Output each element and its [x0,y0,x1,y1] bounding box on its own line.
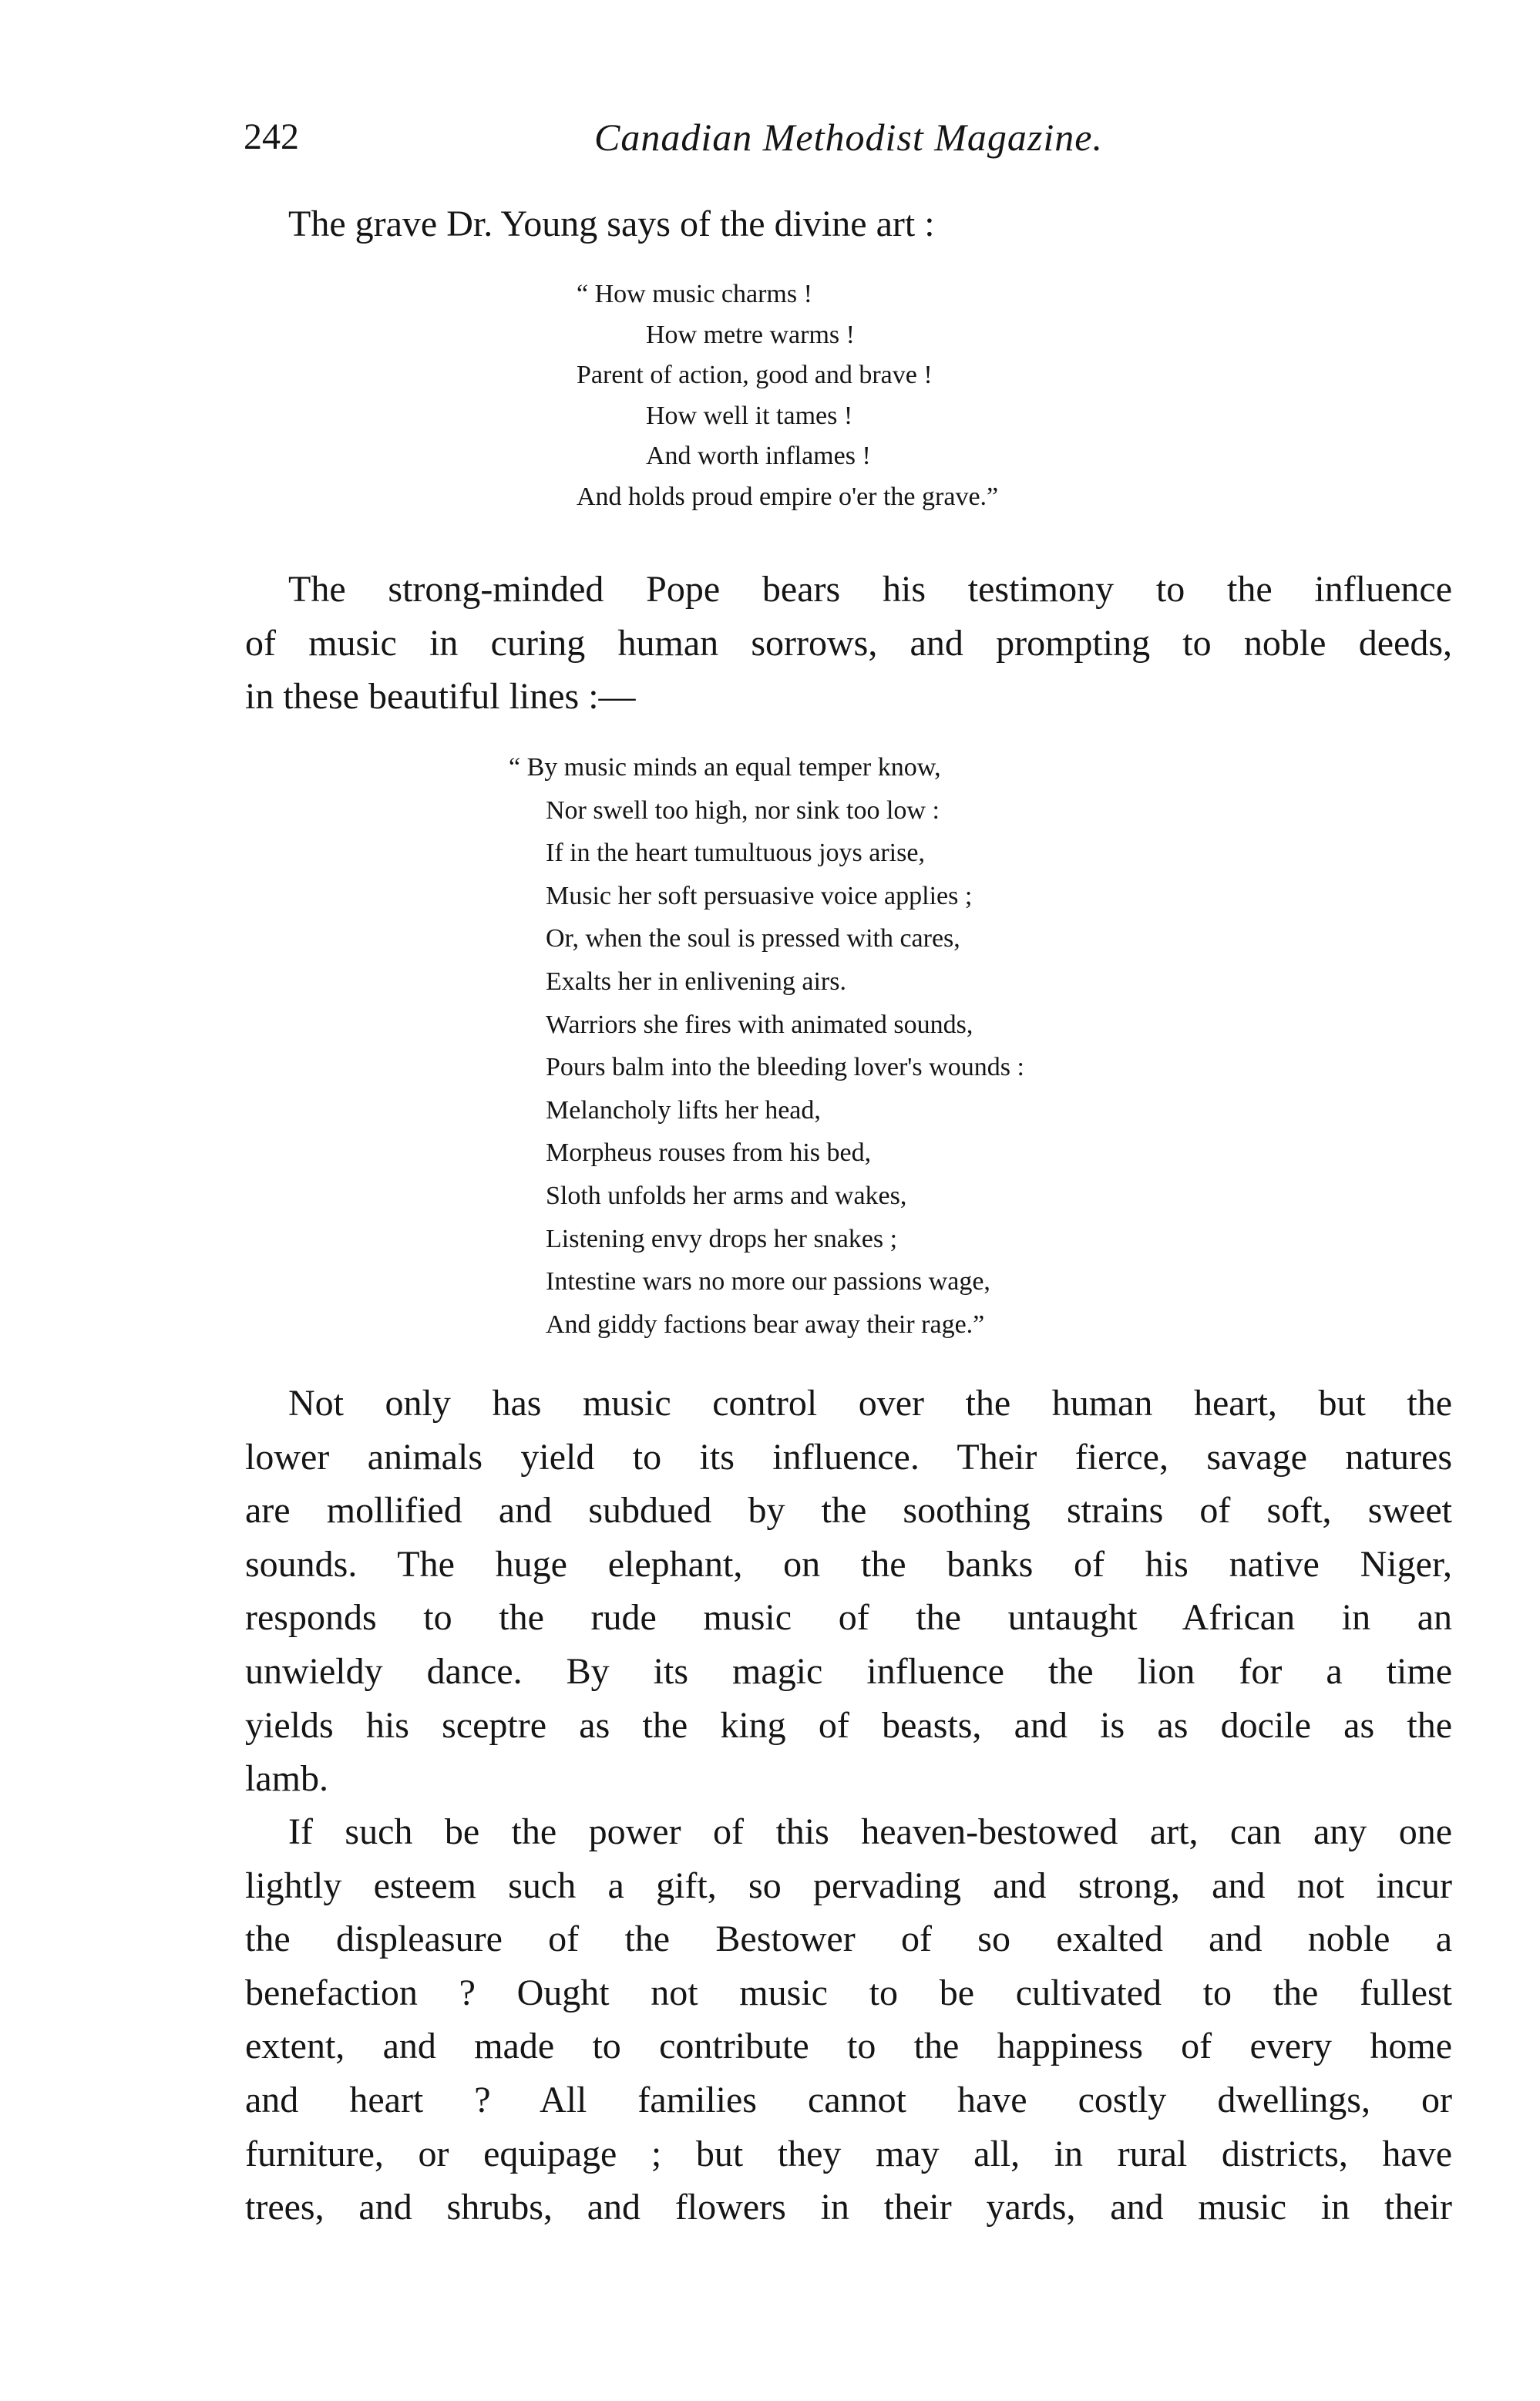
poem-line: Listening envy drops her snakes ; [546,1224,898,1253]
paragraph-animals [245,1377,1452,1806]
text-line: the displeasure of the Bestower of so exalted and noble a [245,1918,1452,1960]
intro-young [245,197,1452,251]
text-line: lamb. [245,1758,328,1800]
poem-line: Warriors she fires with animated sounds, [546,1010,973,1039]
poem-line: How metre warms ! [646,320,855,349]
text-line: furniture, or equipage ; but they may all, in rural districts, have [245,2133,1452,2174]
poem-young [577,274,998,517]
running-head [244,114,1454,160]
text-line: sounds. The huge elephant, on the banks of his native Niger, [245,1543,1452,1585]
text-line: of music in curing human sorrows, and prompting to noble deeds, [245,622,1452,664]
paragraph-pope [245,563,1452,724]
poem-line: Music her soft persuasive voice applies ; [546,881,973,910]
page-number: 242 [244,116,299,157]
magazine-title: Canadian Methodist Magazine. [594,116,1103,159]
text-line: The grave Dr. Young says of the divine art : [288,203,935,244]
text-line: Not only has music control over the human heart, but the [288,1383,1452,1424]
poem-line: Morpheus rouses from his bed, [546,1138,872,1168]
poem-line: And worth inflames ! [646,442,871,470]
text-line: If such be the power of this heaven-bestowed art, can any one [288,1811,1452,1852]
paragraph-power [245,1805,1452,2235]
poem-line: “ How music charms ! [577,280,812,308]
poem-line: And holds proud empire o'er the grave.” [577,482,999,511]
text-line: lower animals yield to its influence. Their fierce, savage natures [245,1436,1452,1478]
poem-line: If in the heart tumultuous joys arise, [546,839,925,868]
poem-line: And giddy factions bear away their rage.” [546,1310,985,1339]
poem-line: Or, when the soul is pressed with cares, [546,924,960,953]
poem-line: “ By music minds an equal temper know, [509,753,941,782]
text-line: in these beautiful lines :— [245,676,636,718]
poem-line: Nor swell too high, nor sink too low : [546,795,940,825]
poem-line: Intestine wars no more our passions wage, [546,1267,990,1296]
text-line: unwieldy dance. By its magic influence the lion for a time [245,1650,1452,1692]
poem-line: Pours balm into the bleeding lover's wounds : [546,1053,1024,1082]
text-line: trees, and shrubs, and flowers in their yards, and music in their [245,2187,1452,2228]
text-line: responds to the rude music of the untaught African in an [245,1597,1452,1639]
poem-line: How well it tames ! [646,401,853,430]
poem-line: Parent of action, good and brave ! [577,361,933,389]
text-line: yields his sceptre as the king of beasts, and is as docile as the [245,1704,1452,1746]
text-line: and heart ? All families cannot have costly dwellings, or [245,2079,1452,2120]
text-line: are mollified and subdued by the soothing strains of soft, sweet [245,1490,1452,1532]
poem-line: Melancholy lifts her head, [546,1095,821,1125]
text-line: extent, and made to contribute to the happiness of every home [245,2026,1452,2067]
poem-line: Sloth unfolds her arms and wakes, [546,1181,907,1210]
text-line: The strong-minded Pope bears his testimony to the influence [288,569,1452,610]
text-line: lightly esteem such a gift, so pervading and strong, and not incur [245,1865,1452,1906]
poem-line: Exalts her in enlivening airs. [546,967,846,996]
text-line: benefaction ? Ought not music to be cultivated to the fullest [245,1972,1452,2013]
poem-pope [509,746,1024,1346]
